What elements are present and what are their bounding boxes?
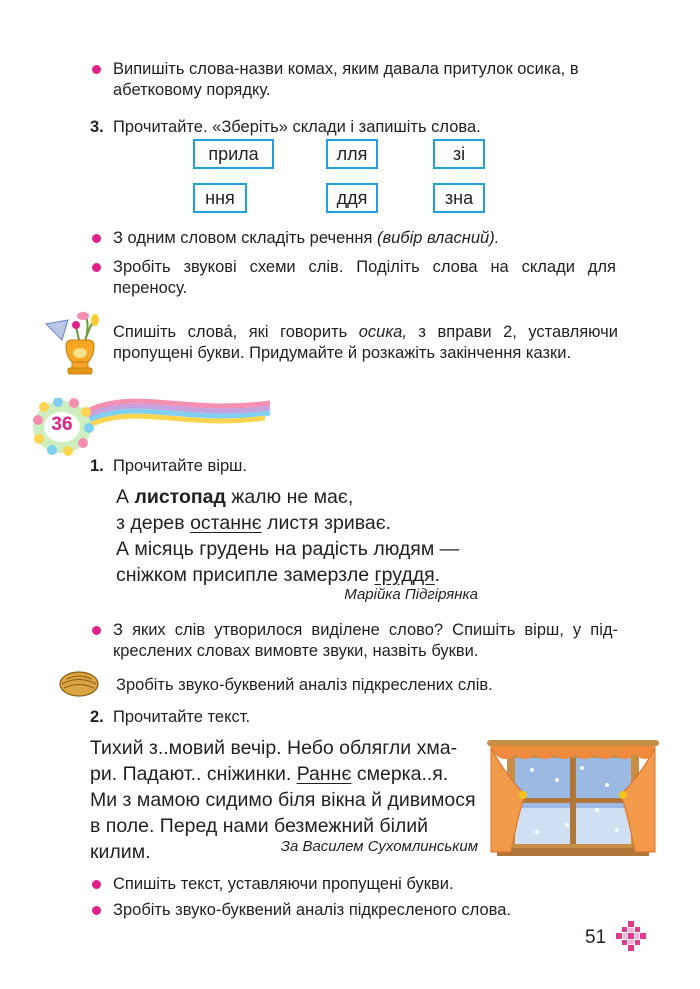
bullet-dot (92, 906, 101, 915)
bullet-dot (92, 263, 101, 272)
syllable-box: прила (193, 139, 274, 169)
page-number: 51 (585, 927, 607, 948)
bullet-dot (92, 880, 101, 889)
exercise-instruction: Прочитайте. «Зберіть» склади і запишіть слова. (113, 118, 481, 136)
walnut-icon (58, 669, 100, 699)
bullet-dot (92, 626, 101, 635)
exercise-number: 3. (90, 118, 104, 136)
task-text: Зробіть звуко-буквений аналіз підкресленого слова. (113, 901, 511, 919)
syllable-box: зі (433, 139, 485, 169)
flower-vase-icon (40, 310, 106, 378)
ornament-icon (615, 920, 647, 952)
underlined-word: Раннє (296, 763, 352, 785)
syllable-box: ння (193, 183, 247, 213)
task-text (113, 322, 618, 364)
task-text: Спишіть текст, уставляючи пропущені букви. (113, 875, 454, 893)
underlined-word: останнє (190, 512, 262, 534)
bullet-dot (92, 65, 101, 74)
syllable-box: зна (433, 183, 485, 213)
story-line: ри. Падают.. сніжинки. Раннє смерка..я. (90, 763, 449, 785)
task-text: З яких слів утворилося виділене слово? Спишіть вірш, у підкреслених словах вимовте звуки, назвіть букви. (113, 621, 618, 660)
task-text: Зробіть звуко-буквений аналіз підкреслених слів. (116, 676, 493, 694)
underlined-word: груддя (374, 564, 435, 586)
poem-line: сніжком присипле замерзле груддя. (116, 564, 441, 586)
exercise-instruction: Прочитайте вірш. (113, 457, 247, 475)
poem (116, 484, 496, 588)
window-illustration (487, 740, 659, 862)
task-text-rest: з вправи 2, уставляючи пропущені букви. Придумайте й розкажіть закінчення казки. (113, 323, 618, 362)
highlighted-word: листопад (134, 486, 226, 508)
syllable-box: лля (326, 139, 378, 169)
poem-line: А місяць грудень на радість людям — (116, 538, 460, 560)
task-text-italic: осика, (358, 323, 407, 341)
task-text: Випишіть слова-назви комах, яким давала притулок осика, в абетковому порядку. (113, 60, 579, 99)
task-text-main: Спишіть слова́, які говорить (113, 323, 359, 341)
syllable-box: ддя (326, 183, 378, 213)
story-author: За Василем Сухомлинським (280, 838, 478, 855)
story-line: в поле. Перед нами безмежний білий килим. (90, 815, 429, 863)
bullet-dot (92, 234, 101, 243)
exercise-instruction: Прочитайте текст. (113, 708, 251, 726)
poem-author: Марійка Підгірянка (344, 586, 478, 603)
poem-line: А листопад жалю не має, (116, 486, 354, 508)
task-text (113, 228, 633, 249)
story-line: Тихий з..мовий вечір. Небо облягли хма- (90, 737, 458, 759)
exercise-number: 1. (90, 457, 104, 475)
task-text: Зробіть звукові схеми слів. Поділіть слова на склади для переносу. (113, 258, 616, 297)
poem-line: з дерев останнє листя зриває. (116, 512, 392, 534)
task-text-main: З одним словом складіть речення (113, 229, 373, 247)
story-line: Ми з мамою сидимо біля вікна й дивимося (90, 789, 476, 811)
lesson-number: 36 (51, 414, 73, 435)
task-text-italic: (вибір власний). (377, 229, 500, 247)
exercise-number: 2. (90, 708, 104, 726)
